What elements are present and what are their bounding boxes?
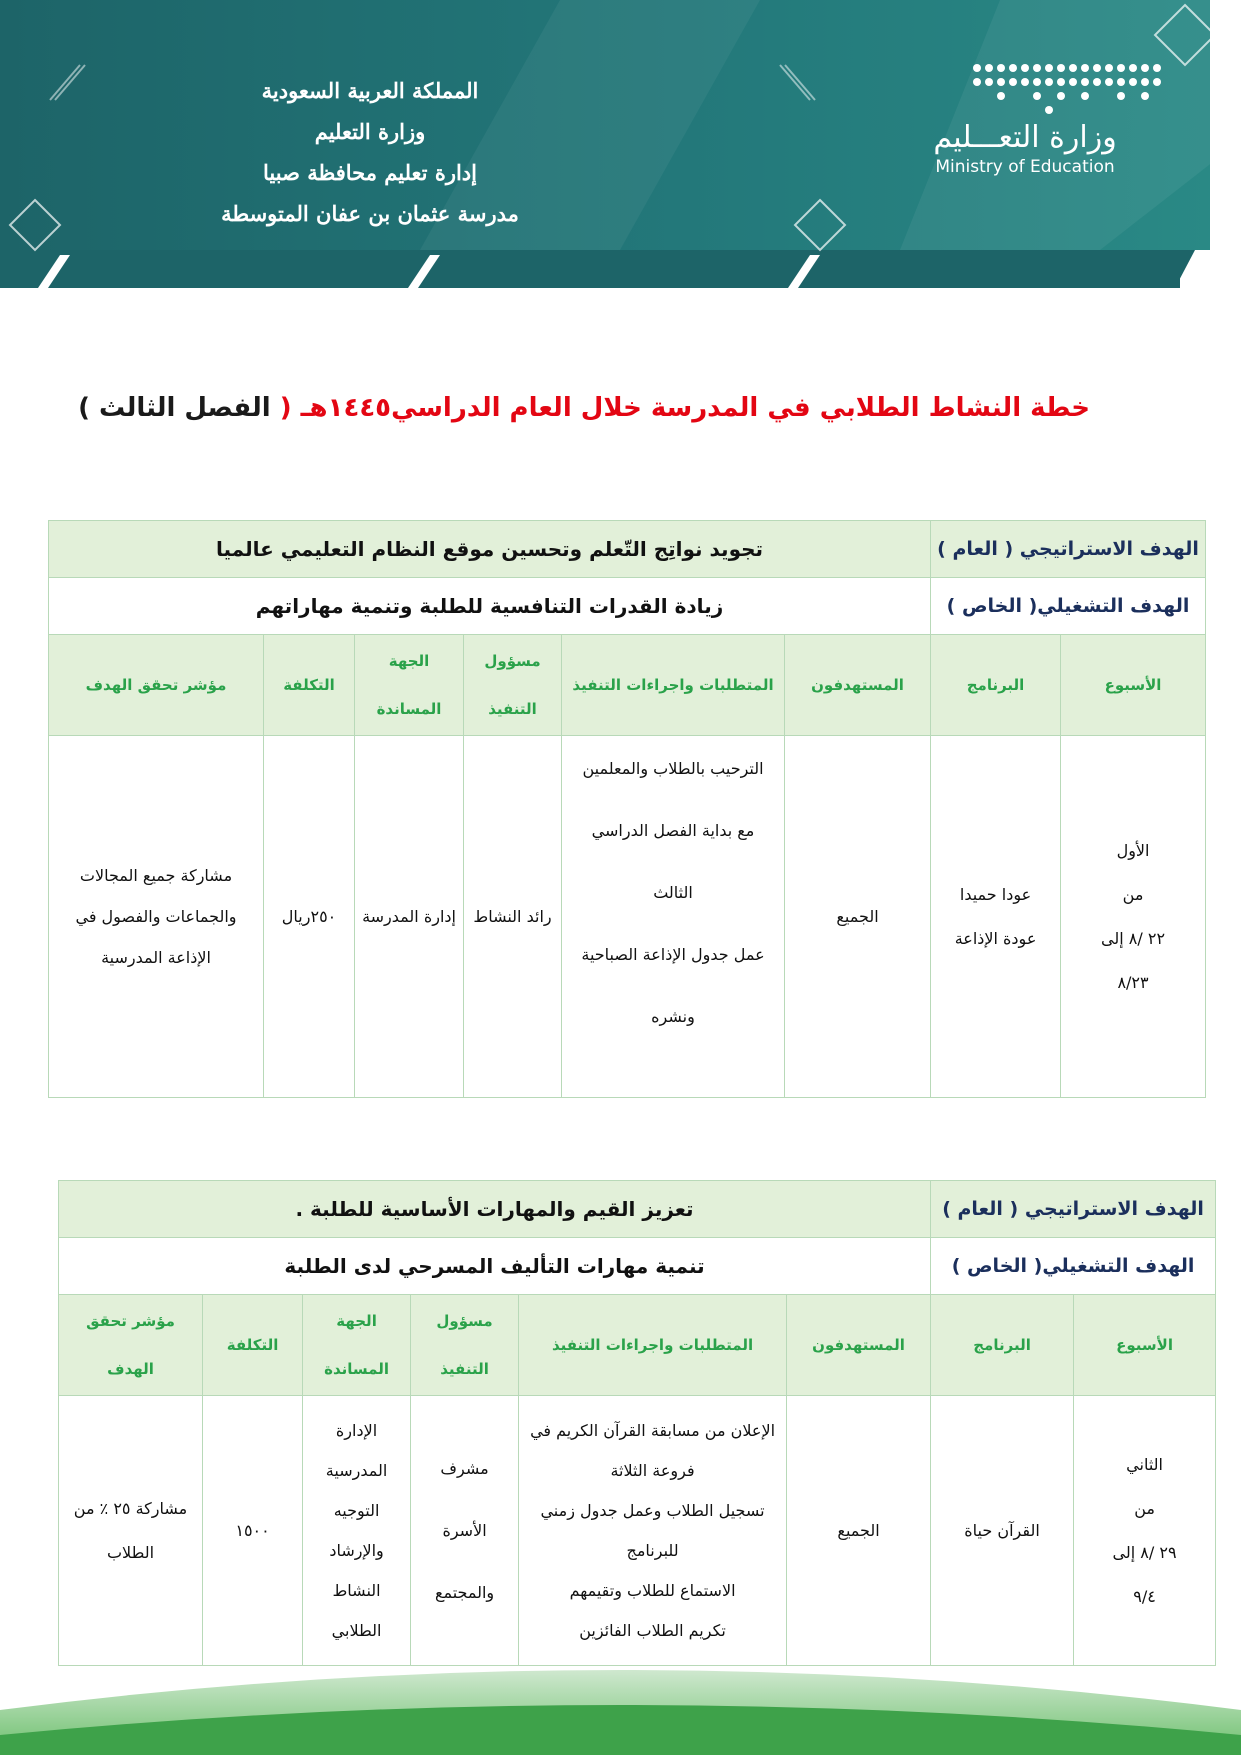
strategic-goal-value: تعزيز القيم والمهارات الأساسية للطلبة . bbox=[59, 1181, 931, 1238]
plan-table-2 bbox=[58, 1180, 1216, 1666]
col-target: المستهدفون bbox=[785, 635, 931, 736]
strategic-goal-label: الهدف الاستراتيجي ( العام ) bbox=[931, 1181, 1216, 1238]
col-program: البرنامج bbox=[931, 635, 1061, 736]
title-semester: الفصل الثالث bbox=[99, 393, 271, 423]
col-support: الجهة المساندة bbox=[355, 635, 464, 736]
col-requirements: المتطلبات واجراءات التنفيذ bbox=[562, 635, 785, 736]
program-cell: عودا حميدا عودة الإذاعة bbox=[931, 736, 1061, 1098]
responsible-cell: مشرف الأسرة والمجتمع bbox=[411, 1396, 519, 1666]
moe-logo-arabic: وزارة التعـــليم bbox=[933, 120, 1117, 155]
cost-cell: ١٥٠٠ bbox=[203, 1396, 303, 1666]
title-red-part: خطة النشاط الطلابي في المدرسة خلال العام الدراسي١٤٤٥هـ ( bbox=[279, 393, 1090, 423]
header-banner bbox=[0, 0, 1241, 288]
header-org-text bbox=[140, 70, 600, 234]
col-responsible: مسؤول التنفيذ bbox=[411, 1295, 519, 1396]
col-support: الجهة المساندة bbox=[303, 1295, 411, 1396]
table-row bbox=[59, 1396, 1216, 1666]
operational-goal-label: الهدف التشغيلي( الخاص ) bbox=[931, 1238, 1216, 1295]
requirements-cell: الترحيب بالطلاب والمعلمين مع بداية الفصل الدراسي الثالث عمل جدول الإذاعة الصباحية ونشره bbox=[562, 736, 785, 1098]
strategic-goal-label: الهدف الاستراتيجي ( العام ) bbox=[931, 521, 1206, 578]
col-week: الأسبوع bbox=[1074, 1295, 1216, 1396]
operational-goal-row bbox=[49, 578, 1206, 635]
responsible-cell: رائد النشاط bbox=[464, 736, 562, 1098]
kingdom-name: المملكة العربية السعودية bbox=[261, 78, 479, 103]
program-cell: القرآن حياة bbox=[931, 1396, 1074, 1666]
col-week: الأسبوع bbox=[1061, 635, 1206, 736]
table-row bbox=[49, 736, 1206, 1098]
requirements-cell: الإعلان من مسابقة القرآن الكريم في فروعة الثلاثة تسجيل الطلاب وعمل جدول زمني للبرنامج الاستماع للطلاب وتقيمهم تكريم الطلاب الفائزين bbox=[519, 1396, 787, 1666]
indicator-cell: مشاركة جميع المجالات والجماعات والفصول في الإذاعة المدرسية bbox=[49, 736, 264, 1098]
support-cell: الإدارة المدرسية التوجيه والإرشاد النشاط الطلابي bbox=[303, 1396, 411, 1666]
target-cell: الجميع bbox=[787, 1396, 931, 1666]
col-cost: التكلفة bbox=[203, 1295, 303, 1396]
target-cell: الجميع bbox=[785, 736, 931, 1098]
school-name: مدرسة عثمان بن عفان المتوسطة bbox=[221, 201, 519, 226]
moe-logo-english: Ministry of Education bbox=[935, 157, 1115, 177]
plan-table-1 bbox=[48, 520, 1206, 1098]
ministry-name: وزارة التعليم bbox=[314, 119, 426, 144]
cost-cell: ٢٥٠ريال bbox=[264, 736, 355, 1098]
page-title bbox=[78, 393, 1090, 423]
indicator-cell: مشاركة ٢٥ ٪ من الطلاب bbox=[59, 1396, 203, 1666]
week-cell: الثاني من ٢٩ /٨ إلى ٩/٤ bbox=[1074, 1396, 1216, 1666]
operational-goal-value: زيادة القدرات التنافسية للطلبة وتنمية مهاراتهم bbox=[49, 578, 931, 635]
col-responsible: مسؤول التنفيذ bbox=[464, 635, 562, 736]
moe-logo bbox=[860, 60, 1190, 177]
col-indicator: مؤشر تحقق الهدف bbox=[49, 635, 264, 736]
col-indicator: مؤشر تحقق الهدف bbox=[59, 1295, 203, 1396]
column-header-row bbox=[49, 635, 1206, 736]
title-close-paren: ) bbox=[78, 393, 90, 423]
col-cost: التكلفة bbox=[264, 635, 355, 736]
operational-goal-row bbox=[59, 1238, 1216, 1295]
col-target: المستهدفون bbox=[787, 1295, 931, 1396]
operational-goal-label: الهدف التشغيلي( الخاص ) bbox=[931, 578, 1206, 635]
strategic-goal-value: تجويد نواتِج التّعلم وتحسين موقع النظام التعليمي عالميا bbox=[49, 521, 931, 578]
strategic-goal-row bbox=[59, 1181, 1216, 1238]
support-cell: إدارة المدرسة bbox=[355, 736, 464, 1098]
operational-goal-value: تنمية مهارات التأليف المسرحي لدى الطلبة bbox=[59, 1238, 931, 1295]
directorate-name: إدارة تعليم محافظة صبيا bbox=[263, 160, 477, 185]
col-program: البرنامج bbox=[931, 1295, 1074, 1396]
week-cell: الأول من ٢٢ /٨ إلى ٨/٢٣ bbox=[1061, 736, 1206, 1098]
col-requirements: المتطلبات واجراءات التنفيذ bbox=[519, 1295, 787, 1396]
strategic-goal-row bbox=[49, 521, 1206, 578]
footer-wave bbox=[0, 1650, 1241, 1755]
column-header-row bbox=[59, 1295, 1216, 1396]
